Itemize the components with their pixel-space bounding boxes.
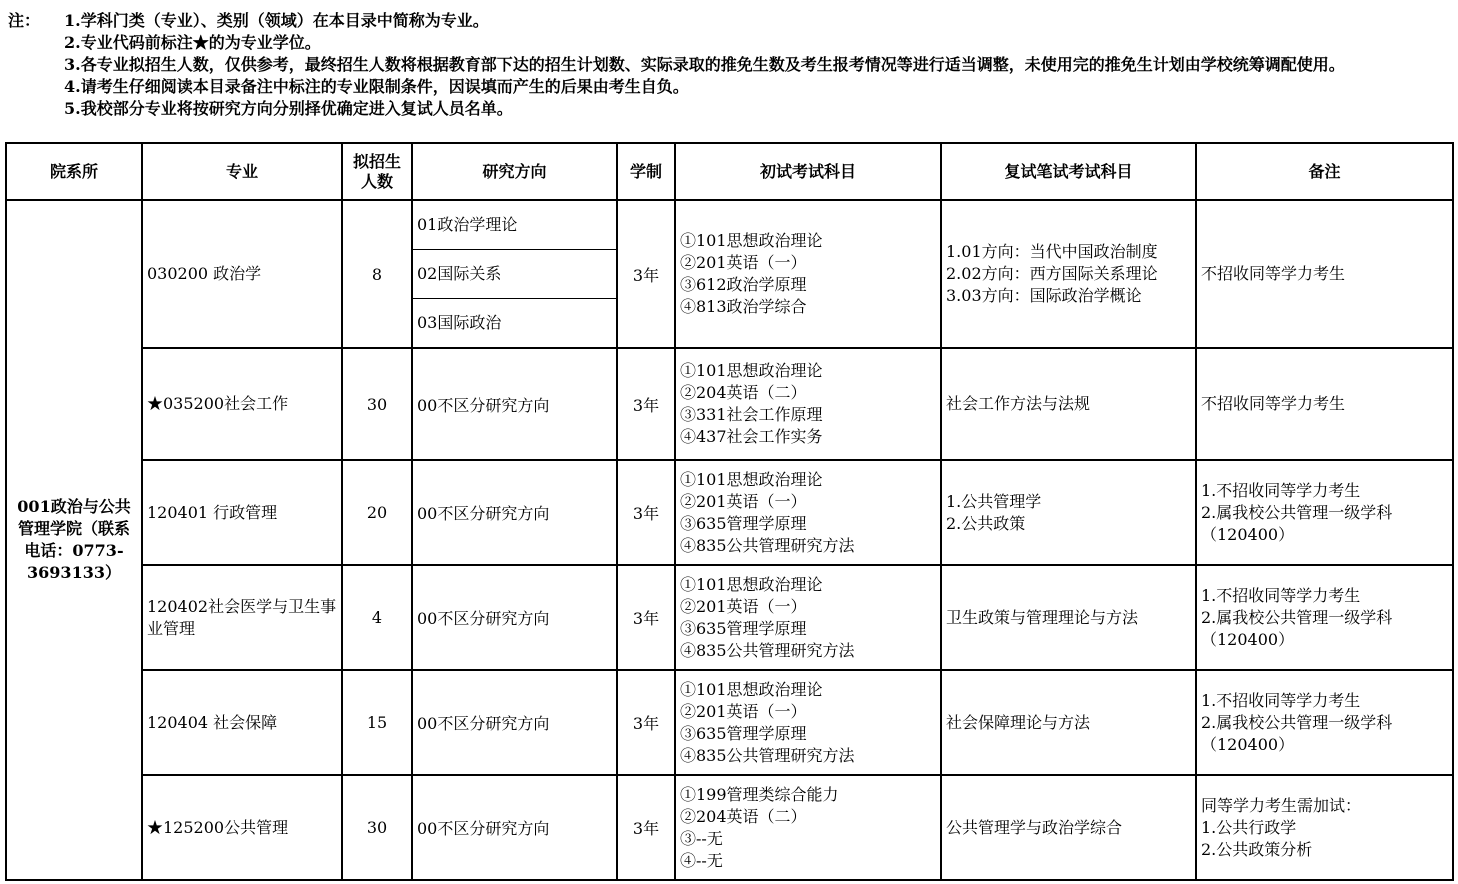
remark-line: 2.公共政策分析	[1201, 839, 1313, 859]
remarks-cell	[1196, 670, 1453, 775]
header-row	[6, 143, 1453, 200]
initial-exam-subject: ②201英语（一）	[680, 253, 807, 272]
header-initial: 初试考试科目	[675, 143, 941, 200]
header-quota: 拟招生人数	[342, 143, 412, 200]
remark-line: 不招收同等学力考生	[1201, 394, 1346, 413]
table-row	[6, 348, 1453, 460]
note-1: 注： 1.学科门类（专业）、类别（领域）在本目录中简称为专业。	[8, 11, 489, 30]
initial-exam-subject: ②201英语（一）	[680, 596, 807, 616]
remark-line: 1.公共行政学	[1201, 817, 1297, 837]
notes-label: 注：	[8, 11, 41, 30]
dept-cell: 001政治与公共管理学院（联系电话：0773-3693133）	[6, 200, 142, 880]
table-row	[6, 775, 1453, 880]
initial-exam-subject: ②204英语（二）	[680, 383, 807, 402]
remark-line: 2.属我校公共管理一级学科	[1201, 502, 1393, 522]
initial-exam-subject: ③635管理学原理	[680, 618, 807, 638]
initial-exam-subject: ②201英语（一）	[680, 491, 807, 511]
initial-exam-subject: ①199管理类综合能力	[680, 784, 839, 804]
initial-exam-subject: ④835公共管理研究方法	[680, 640, 855, 660]
initial-exam-cell	[675, 348, 941, 460]
duration-cell: 3年	[617, 565, 675, 670]
initial-exam-subject: ③331社会工作原理	[680, 405, 823, 424]
duration-cell: 3年	[617, 460, 675, 565]
remark-line: 1.不招收同等学力考生	[1201, 585, 1361, 605]
duration-cell: 3年	[617, 200, 675, 348]
initial-exam-subject: ④437社会工作实务	[680, 427, 823, 446]
quota-cell: 30	[342, 775, 412, 880]
catalog-table	[5, 142, 1454, 881]
header-duration: 学制	[617, 143, 675, 200]
initial-exam-subject: ③612政治学原理	[680, 275, 807, 294]
initial-exam-subject: ③635管理学原理	[680, 513, 807, 533]
quota-cell: 15	[342, 670, 412, 775]
initial-exam-subject: ②201英语（一）	[680, 701, 807, 721]
note-3: 3.各专业拟招生人数，仅供参考，最终招生人数将根据教育部下达的招生计划数、实际录取的推免生数及考生报考情况等进行适当调整，未使用完的推免生计划由学校统筹调配使用。	[64, 55, 1345, 74]
remark-line: 不招收同等学力考生	[1201, 264, 1346, 283]
retest-exam-cell	[941, 460, 1196, 565]
header-dept: 院系所	[6, 143, 142, 200]
remarks-cell	[1196, 775, 1453, 880]
table-row	[6, 200, 1453, 348]
remark-line: 2.属我校公共管理一级学科	[1201, 607, 1393, 627]
note-5: 5.我校部分专业将按研究方向分别择优确定进入复试人员名单。	[64, 99, 513, 118]
initial-exam-cell	[675, 775, 941, 880]
direction-cell: 00不区分研究方向	[412, 348, 617, 460]
initial-exam-subject: ②204英语（二）	[680, 806, 807, 826]
major-cell: 030200 政治学	[142, 200, 342, 348]
initial-exam-subject: ④--无	[680, 850, 723, 870]
retest-exam-subject: 1.01方向：当代中国政治制度	[946, 242, 1158, 261]
direction-item: 01政治学理论	[413, 201, 616, 250]
initial-exam-subject: ④835公共管理研究方法	[680, 535, 855, 555]
retest-exam-cell	[941, 775, 1196, 880]
initial-exam-subject: ①101思想政治理论	[680, 469, 823, 489]
direction-cell: 00不区分研究方向	[412, 460, 617, 565]
note-2: 2.专业代码前标注★的为专业学位。	[64, 33, 321, 52]
table-row	[6, 460, 1453, 565]
note-4: 4.请考生仔细阅读本目录备注中标注的专业限制条件，因误填而产生的后果由考生自负。	[64, 77, 689, 96]
initial-exam-subject: ①101思想政治理论	[680, 231, 823, 250]
remark-line: 1.不招收同等学力考生	[1201, 690, 1361, 710]
remark-line: （120400）	[1201, 734, 1295, 754]
initial-exam-cell	[675, 200, 941, 348]
quota-cell: 30	[342, 348, 412, 460]
direction-cell: 00不区分研究方向	[412, 775, 617, 880]
duration-cell: 3年	[617, 348, 675, 460]
remark-line: 2.属我校公共管理一级学科	[1201, 712, 1393, 732]
remark-line: 1.不招收同等学力考生	[1201, 480, 1361, 500]
initial-exam-cell	[675, 670, 941, 775]
retest-exam-subject: 公共管理学与政治学综合	[946, 817, 1123, 837]
major-cell: 120404 社会保障	[142, 670, 342, 775]
initial-exam-subject: ③635管理学原理	[680, 723, 807, 743]
initial-exam-subject: ④813政治学综合	[680, 297, 807, 316]
major-cell: 120402社会医学与卫生事业管理	[142, 565, 342, 670]
initial-exam-subject: ①101思想政治理论	[680, 361, 823, 380]
duration-cell: 3年	[617, 775, 675, 880]
direction-cell: 00不区分研究方向	[412, 670, 617, 775]
direction-cell	[412, 200, 617, 348]
retest-exam-cell	[941, 200, 1196, 348]
header-direction: 研究方向	[412, 143, 617, 200]
major-cell: ★125200公共管理	[142, 775, 342, 880]
quota-cell: 8	[342, 200, 412, 348]
initial-exam-subject: ①101思想政治理论	[680, 679, 823, 699]
retest-exam-subject: 社会保障理论与方法	[946, 712, 1091, 732]
retest-exam-cell	[941, 565, 1196, 670]
major-cell: 120401 行政管理	[142, 460, 342, 565]
remarks-cell	[1196, 348, 1453, 460]
duration-cell: 3年	[617, 670, 675, 775]
remark-line: （120400）	[1201, 629, 1295, 649]
table-row	[6, 565, 1453, 670]
remark-line: （120400）	[1201, 524, 1295, 544]
retest-exam-subject: 2.公共政策	[946, 513, 1026, 533]
direction-item: 02国际关系	[413, 250, 616, 299]
header-major: 专业	[142, 143, 342, 200]
initial-exam-subject: ④835公共管理研究方法	[680, 745, 855, 765]
quota-cell: 4	[342, 565, 412, 670]
retest-exam-subject: 卫生政策与管理理论与方法	[946, 607, 1139, 627]
retest-exam-subject: 社会工作方法与法规	[946, 394, 1091, 413]
initial-exam-cell	[675, 460, 941, 565]
quota-cell: 20	[342, 460, 412, 565]
retest-exam-cell	[941, 670, 1196, 775]
header-retest: 复试笔试考试科目	[941, 143, 1196, 200]
remarks-cell	[1196, 200, 1453, 348]
table-row	[6, 670, 1453, 775]
initial-exam-cell	[675, 565, 941, 670]
initial-exam-subject: ①101思想政治理论	[680, 574, 823, 594]
direction-cell: 00不区分研究方向	[412, 565, 617, 670]
remarks-cell	[1196, 565, 1453, 670]
retest-exam-subject: 3.03方向：国际政治学概论	[946, 286, 1142, 305]
header-remarks: 备注	[1196, 143, 1453, 200]
direction-item: 03国际政治	[417, 313, 502, 332]
retest-exam-cell	[941, 348, 1196, 460]
initial-exam-subject: ③--无	[680, 828, 723, 848]
remark-line: 同等学力考生需加试：	[1201, 795, 1362, 815]
retest-exam-subject: 1.公共管理学	[946, 491, 1042, 511]
retest-exam-subject: 2.02方向：西方国际关系理论	[946, 264, 1158, 283]
notes-section	[8, 10, 1448, 120]
major-cell: ★035200社会工作	[142, 348, 342, 460]
remarks-cell	[1196, 460, 1453, 565]
